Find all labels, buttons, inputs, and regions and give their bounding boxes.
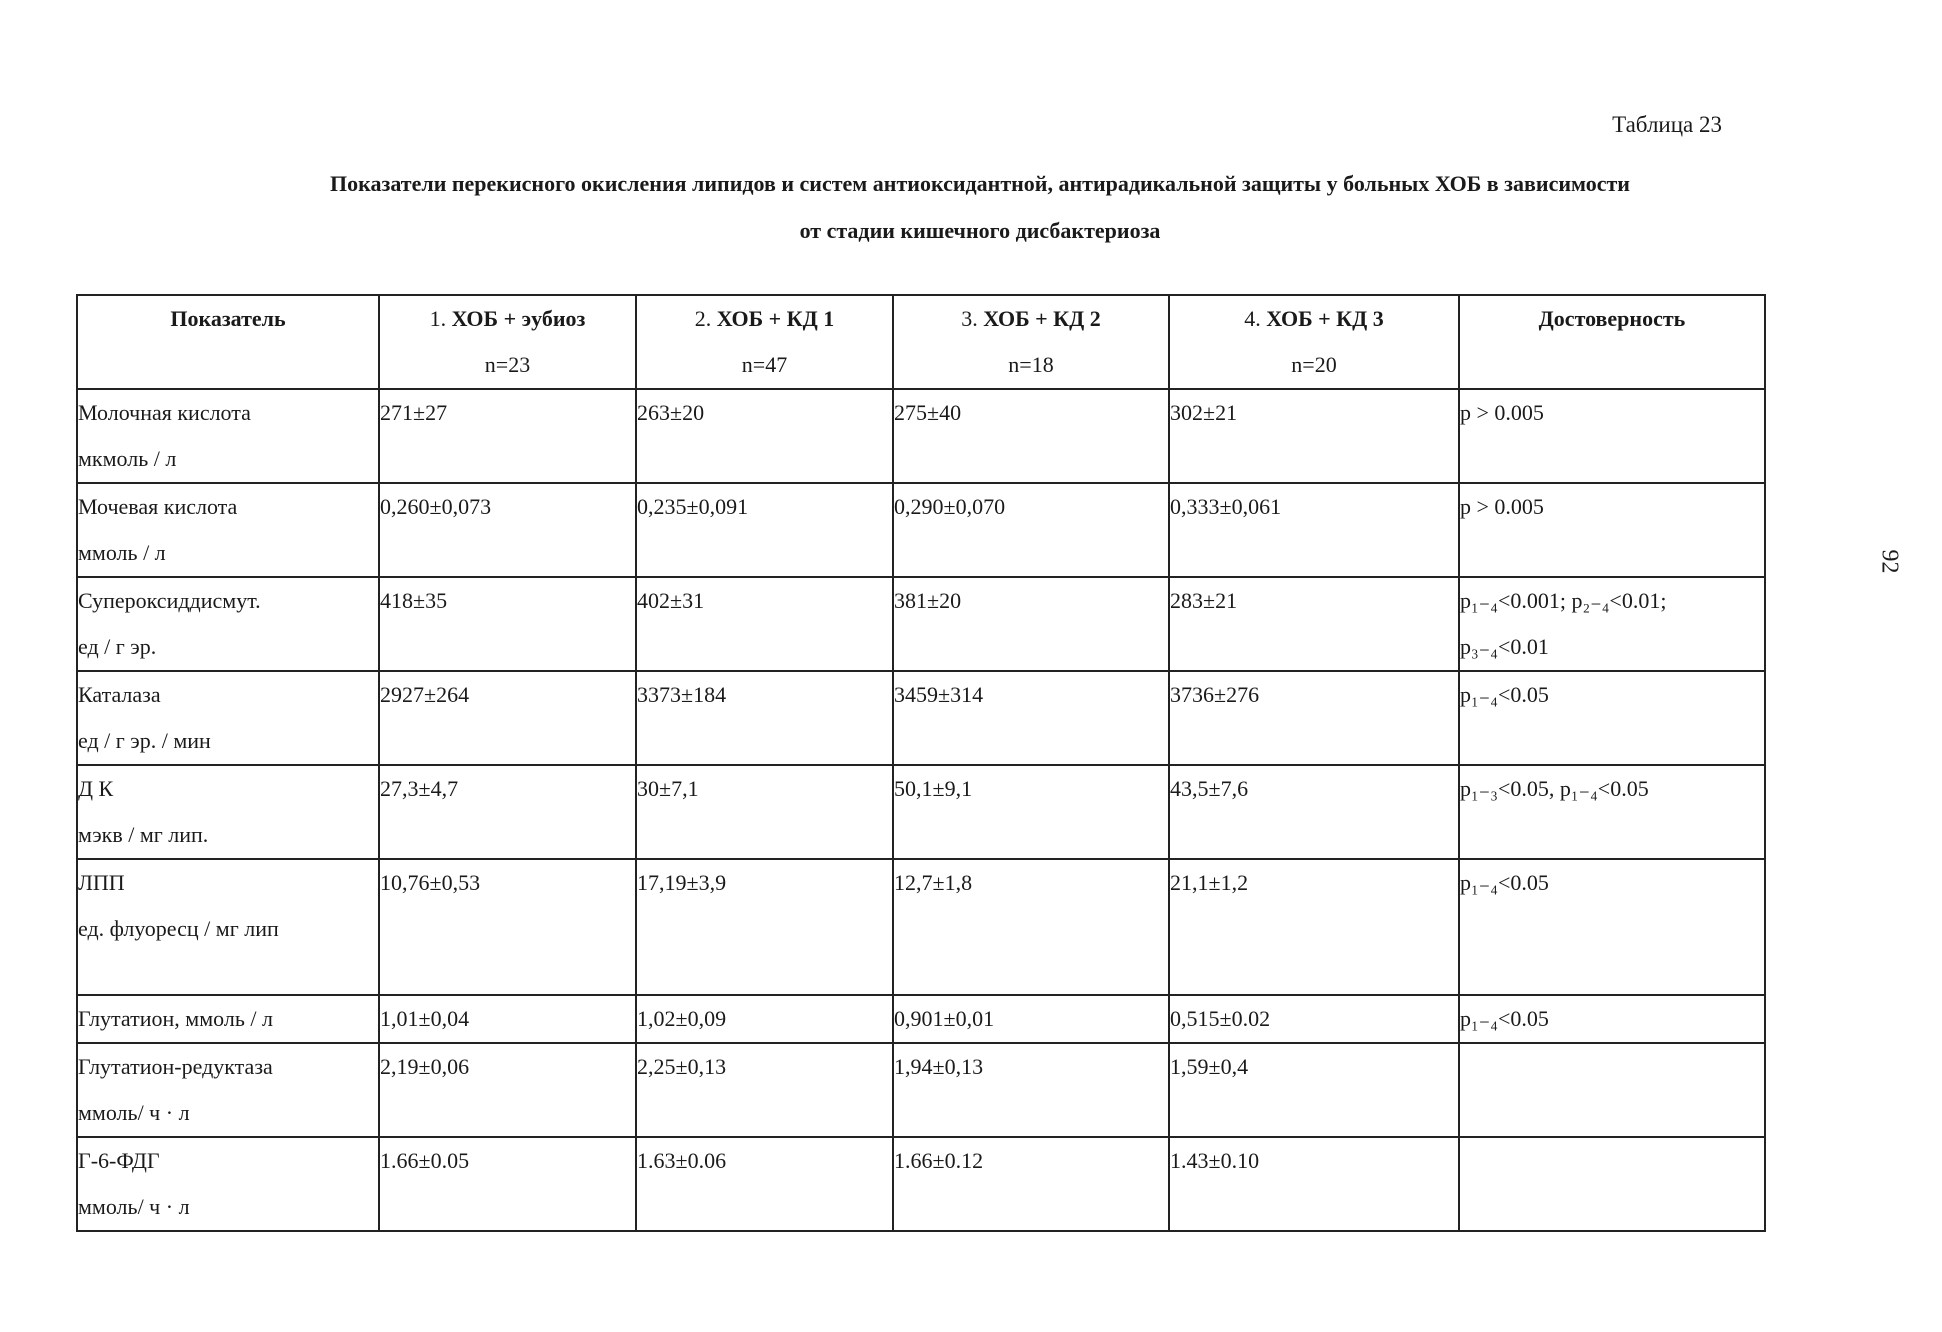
significance-cell [1459, 765, 1765, 859]
value-cell: 1,01±0,04 [379, 995, 636, 1043]
indicator-cell [77, 765, 379, 859]
indicator-unit: ед / г эр. / мин [78, 728, 211, 753]
indicator-cell [77, 859, 379, 995]
column-header-group-3 [893, 295, 1169, 389]
column-header-group-1 [379, 295, 636, 389]
indicator-cell [77, 577, 379, 671]
significance-text: p₁₋₄<0.05 [1460, 870, 1549, 895]
indicator-name: Д К [78, 776, 114, 801]
indicator-unit: мэкв / мг лип. [78, 822, 209, 847]
value-cell: 1.43±0.10 [1169, 1137, 1459, 1231]
significance-text: p₁₋₃<0.05, p₁₋₄<0.05 [1460, 776, 1649, 801]
value-cell: 21,1±1,2 [1169, 859, 1459, 995]
value-cell: 1.66±0.12 [893, 1137, 1169, 1231]
column-header-label: Показатель [170, 306, 286, 331]
value-cell: 12,7±1,8 [893, 859, 1169, 995]
indicator-name: ЛПП [78, 870, 125, 895]
table-row [77, 995, 1765, 1043]
table-row [77, 1043, 1765, 1137]
column-header-group-2 [636, 295, 893, 389]
significance-text: p₁₋₄<0.05 [1460, 1006, 1549, 1031]
significance-cell [1459, 995, 1765, 1043]
value-cell: 27,3±4,7 [379, 765, 636, 859]
significance-cell [1459, 1043, 1765, 1137]
table-row [77, 671, 1765, 765]
column-header-group-4 [1169, 295, 1459, 389]
table-row [77, 483, 1765, 577]
indicator-cell [77, 1043, 379, 1137]
indicator-name: Супероксиддисмут. [78, 588, 261, 613]
value-cell: 3736±276 [1169, 671, 1459, 765]
significance-cell [1459, 389, 1765, 483]
table-row [77, 1137, 1765, 1231]
value-cell: 17,19±3,9 [636, 859, 893, 995]
indicator-unit: ммоль / л [78, 540, 166, 565]
indicator-name: Каталаза [78, 682, 161, 707]
header-row [77, 295, 1765, 389]
indicator-unit: мкмоль / л [78, 446, 177, 471]
significance-text: p > 0.005 [1460, 494, 1544, 519]
page-number: 92 [1876, 549, 1903, 574]
value-cell: 1.63±0.06 [636, 1137, 893, 1231]
value-cell: 1.66±0.05 [379, 1137, 636, 1231]
value-cell: 302±21 [1169, 389, 1459, 483]
indicator-cell [77, 483, 379, 577]
indicator-unit: ед / г эр. [78, 634, 157, 659]
indicator-cell [77, 995, 379, 1043]
value-cell: 1,59±0,4 [1169, 1043, 1459, 1137]
significance-cell [1459, 1137, 1765, 1231]
indicator-cell [77, 671, 379, 765]
column-header-prefix: 2. [694, 306, 717, 331]
significance-cell [1459, 483, 1765, 577]
value-cell: 271±27 [379, 389, 636, 483]
column-header-n: n=18 [1008, 352, 1054, 377]
column-header-label: ХОБ + КД 3 [1266, 306, 1384, 331]
indicator-cell [77, 1137, 379, 1231]
significance-cell [1459, 671, 1765, 765]
value-cell: 43,5±7,6 [1169, 765, 1459, 859]
column-header-prefix: 4. [1244, 306, 1267, 331]
table-row [77, 389, 1765, 483]
column-header-n: n=20 [1291, 352, 1337, 377]
value-cell: 283±21 [1169, 577, 1459, 671]
value-cell: 1,94±0,13 [893, 1043, 1169, 1137]
indicator-name: Молочная кислота [78, 400, 251, 425]
column-header-n: n=23 [484, 352, 531, 377]
value-cell: 3373±184 [636, 671, 893, 765]
value-cell: 402±31 [636, 577, 893, 671]
value-cell: 418±35 [379, 577, 636, 671]
indicator-name: Мочевая кислота [78, 494, 238, 519]
significance-text: p > 0.005 [1460, 400, 1544, 425]
title-line-2: от стадии кишечного дисбактериоза [799, 218, 1161, 243]
column-header-label: Достоверность [1538, 306, 1686, 331]
value-cell: 263±20 [636, 389, 893, 483]
table-number: Таблица 23 [1612, 112, 1722, 137]
value-cell: 381±20 [893, 577, 1169, 671]
indicator-cell [77, 389, 379, 483]
value-cell: 0,515±0.02 [1169, 995, 1459, 1043]
value-cell: 0,333±0,061 [1169, 483, 1459, 577]
value-cell: 0,235±0,091 [636, 483, 893, 577]
value-cell: 0,290±0,070 [893, 483, 1169, 577]
value-cell: 30±7,1 [636, 765, 893, 859]
indicator-name: Глутатион, ммоль / л [78, 1006, 273, 1031]
value-cell: 50,1±9,1 [893, 765, 1169, 859]
value-cell: 1,02±0,09 [636, 995, 893, 1043]
table-row [77, 859, 1765, 995]
column-header-prefix: 1. [429, 306, 452, 331]
value-cell: 275±40 [893, 389, 1169, 483]
value-cell: 0,901±0,01 [893, 995, 1169, 1043]
value-cell: 10,76±0,53 [379, 859, 636, 995]
value-cell: 2,19±0,06 [379, 1043, 636, 1137]
indicator-name: Г-6-ФДГ [78, 1148, 160, 1173]
significance-text: p₃₋₄<0.01 [1460, 634, 1549, 659]
column-header-label: ХОБ + КД 1 [716, 306, 835, 331]
data-table [76, 294, 1766, 1232]
indicator-unit: ммоль/ ч · л [78, 1194, 190, 1219]
indicator-name: Глутатион-редуктаза [78, 1054, 273, 1079]
column-header-significance [1459, 295, 1765, 389]
significance-cell [1459, 859, 1765, 995]
significance-cell [1459, 577, 1765, 671]
significance-text: p₁₋₄<0.001; p₂₋₄<0.01; [1460, 588, 1667, 613]
table-title [170, 160, 1790, 254]
column-header-indicator [77, 295, 379, 389]
value-cell: 3459±314 [893, 671, 1169, 765]
title-line-1: Показатели перекисного окисления липидов и систем антиоксидантной, антирадикальной защиты у больных ХОБ в зависимости [330, 171, 1630, 196]
indicator-unit: ммоль/ ч · л [78, 1100, 190, 1125]
column-header-label: ХОБ + КД 2 [983, 306, 1101, 331]
value-cell: 0,260±0,073 [379, 483, 636, 577]
table-row [77, 577, 1765, 671]
column-header-prefix: 3. [961, 306, 984, 331]
indicator-unit: ед. флуоресц / мг лип [78, 916, 279, 941]
column-header-n: n=47 [741, 352, 788, 377]
value-cell: 2927±264 [379, 671, 636, 765]
column-header-label: ХОБ + эубиоз [451, 306, 586, 331]
value-cell: 2,25±0,13 [636, 1043, 893, 1137]
significance-text: p₁₋₄<0.05 [1460, 682, 1549, 707]
table-row [77, 765, 1765, 859]
